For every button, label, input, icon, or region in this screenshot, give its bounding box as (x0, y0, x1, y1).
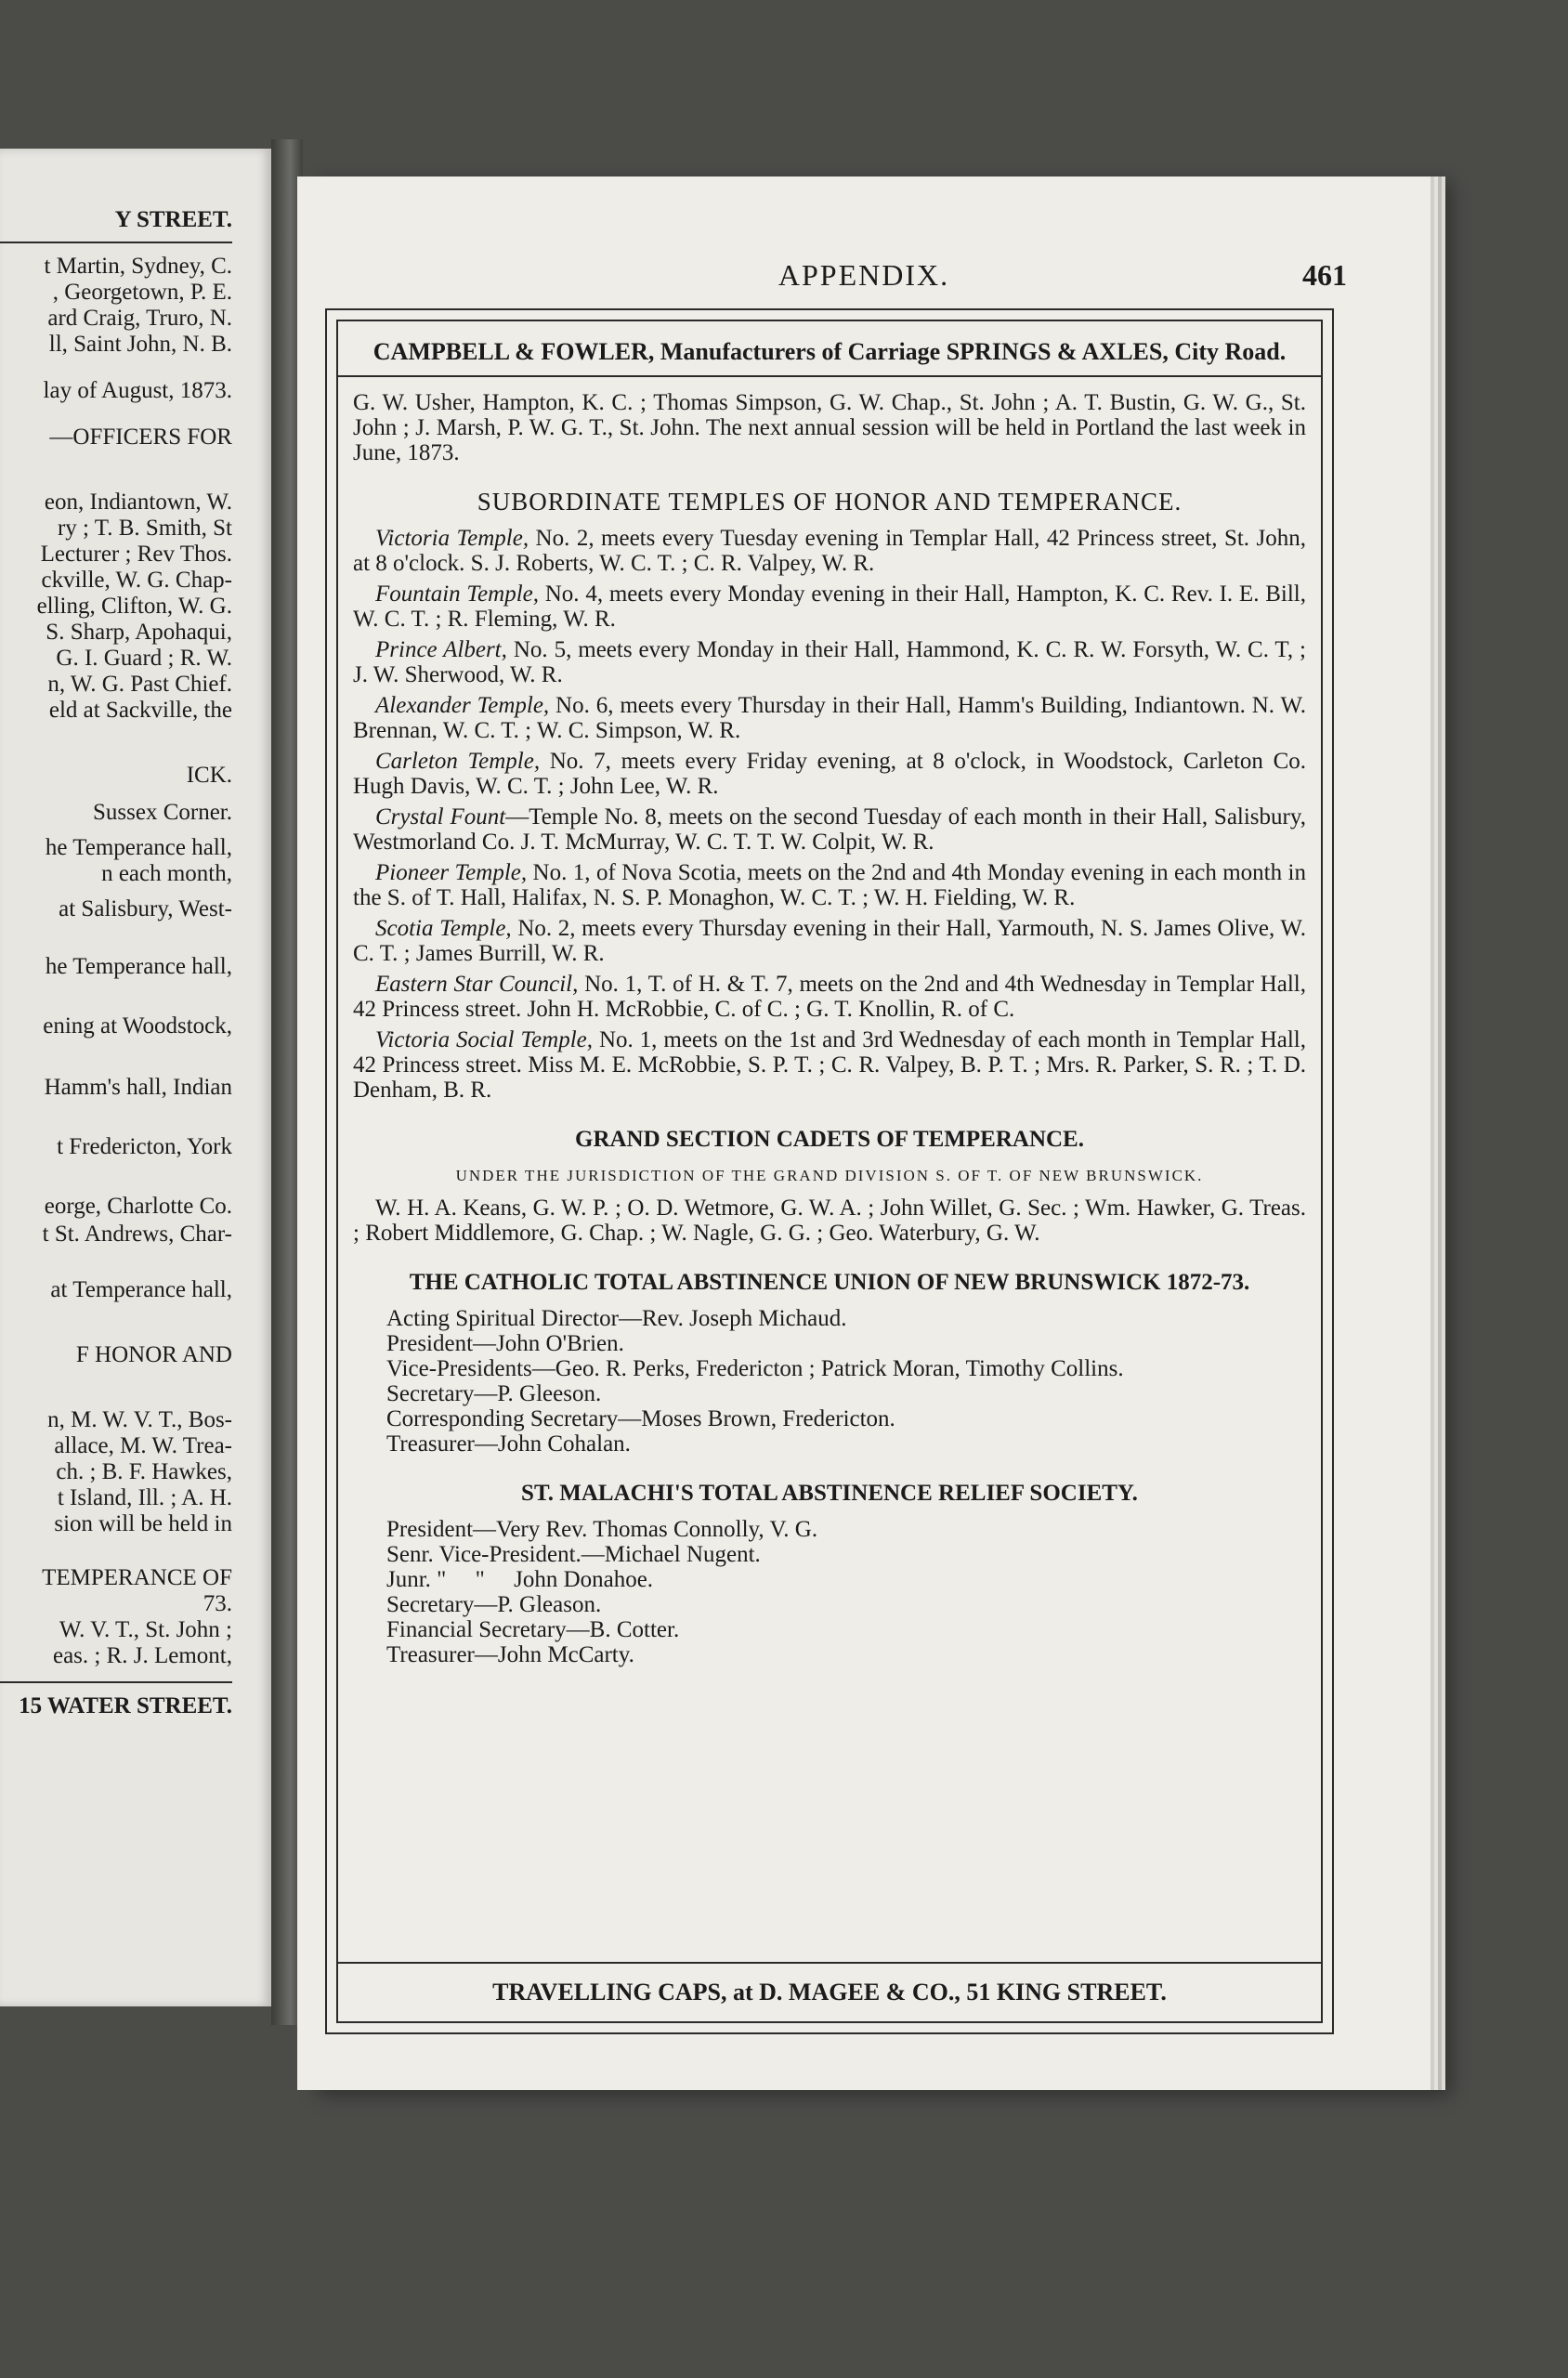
list-item: President—Very Rev. Thomas Connolly, V. G. (386, 1517, 818, 1542)
page-number: 461 (1302, 258, 1347, 292)
cadets-paragraph: W. H. A. Keans, G. W. P. ; O. D. Wetmore, G. W. A. ; John Willet, G. Sec. ; Wm. Hawker, G. Treas. ; Robert Middlemore, G. Chap. ; W. Nagle, G. G. ; Geo. Waterbury, G. W. (353, 1196, 1306, 1246)
left-line: ch. ; B. F. Hawkes, (56, 1459, 232, 1484)
temple-entry (353, 693, 1306, 743)
divider (0, 1681, 232, 1683)
left-line: eorge, Charlotte Co. (44, 1194, 232, 1219)
list-item: Treasurer—John Cohalan. (386, 1431, 631, 1457)
temple-name: Victoria Temple, (375, 526, 529, 551)
temple-entry (353, 581, 1306, 632)
temple-details: No. 1, T. of H. & T. 7, meets on the 2nd and 4th Wednesday in Templar Hall, 42 Princess street. John H. McRobbie, C. of C. ; G. T. Knollin, R. of C. (353, 972, 1307, 1022)
section-heading-temples: SUBORDINATE TEMPLES OF HONOR AND TEMPERANCE. (477, 488, 1183, 516)
temple-entry (353, 860, 1306, 910)
temples-list (353, 526, 1306, 1103)
running-title: APPENDIX. (777, 258, 950, 292)
left-line: ry ; T. B. Smith, St (57, 516, 232, 541)
left-line: G. I. Guard ; R. W. (56, 646, 232, 671)
left-line: ICK. (186, 763, 232, 788)
left-line: ard Craig, Truro, N. (47, 306, 232, 331)
temple-details: No. 2, meets every Tuesday evening in Templar Hall, 42 Princess street, St. John, at 8 o'clock. S. J. Roberts, W. C. T. ; C. R. Valpey, W. R. (353, 526, 1306, 576)
left-line: 15 WATER STREET. (19, 1693, 232, 1718)
list-item: Secretary—P. Gleason. (386, 1592, 602, 1617)
advert-bottom: TRAVELLING CAPS, at D. MAGEE & CO., 51 KING STREET. (338, 1962, 1321, 2021)
left-line: n, W. G. Past Chief. (47, 672, 232, 697)
left-line: eon, Indiantown, W. (44, 490, 232, 515)
page-frame-inner (336, 320, 1323, 2023)
left-line: Y STREET. (114, 207, 232, 232)
left-line: eas. ; R. J. Lemont, (52, 1643, 232, 1668)
left-line: W. V. T., St. John ; (59, 1617, 232, 1642)
left-line: at Salisbury, West- (59, 896, 232, 921)
left-line: t Fredericton, York (57, 1134, 232, 1159)
left-line: ll, Saint John, N. B. (48, 332, 232, 357)
section-heading-malachi: ST. MALACHI'S TOTAL ABSTINENCE RELIEF SOCIETY. (521, 1481, 1138, 1506)
left-line: at Temperance hall, (50, 1277, 232, 1302)
left-line: 73. (203, 1591, 232, 1616)
left-line: eld at Sackville, the (48, 698, 232, 723)
list-item: Treasurer—John McCarty. (386, 1642, 634, 1667)
list-item: Secretary—P. Gleeson. (386, 1381, 602, 1406)
list-item: Vice-Presidents—Geo. R. Perks, Fredericton ; Patrick Moran, Timothy Collins. (386, 1356, 1124, 1381)
left-line: t Martin, Sydney, C. (44, 254, 232, 279)
list-item: Senr. Vice-President.—Michael Nugent. (386, 1542, 761, 1567)
temple-name: Scotia Temple, (375, 916, 512, 941)
left-line: —OFFICERS FOR (49, 425, 232, 450)
temple-name: Crystal Fount (375, 804, 506, 830)
left-line: he Temperance hall, (45, 835, 232, 860)
left-line: sion will be held in (54, 1511, 232, 1536)
advert-top: CAMPBELL & FOWLER, Manufacturers of Carriage SPRINGS & AXLES, City Road. (338, 329, 1321, 377)
section-heading-catholic: THE CATHOLIC TOTAL ABSTINENCE UNION OF NEW BRUNSWICK 1872-73. (409, 1270, 1250, 1295)
left-line: , Georgetown, P. E. (52, 280, 232, 305)
temple-entry (353, 972, 1306, 1022)
left-line: n each month, (101, 861, 232, 886)
temple-details: No. 2, meets every Thursday evening in their Hall, Yarmouth, N. S. James Olive, W. C. T. ; James Burrill, W. R. (353, 916, 1306, 966)
temple-entry (353, 749, 1306, 799)
temple-details: No. 1, meets on the 1st and 3rd Wednesday of each month in Templar Hall, 42 Princess street. Miss M. E. McRobbie, S. P. T. ; C. R. Valpey, B. P. T. ; Mrs. R. Parker, S. R. ; T. D. Denham, B. R. (353, 1027, 1306, 1103)
temple-entry (353, 804, 1306, 855)
temple-details: No. 1, of Nova Scotia, meets on the 2nd and 4th Monday evening in each month in the S. of T. Hall, Halifax, N. S. P. Monaghon, W. C. T. ; W. H. Fielding, W. R. (353, 860, 1306, 910)
left-line: elling, Clifton, W. G. (36, 594, 232, 619)
temple-name: Carleton Temple, (375, 749, 541, 774)
temple-entry (353, 1027, 1306, 1103)
temple-name: Fountain Temple, (375, 581, 539, 607)
list-item: Junr. " " John Donahoe. (386, 1567, 654, 1592)
left-line: ening at Woodstock, (43, 1013, 232, 1039)
left-line: Lecturer ; Rev Thos. (40, 542, 232, 567)
temple-details: No. 5, meets every Monday in their Hall, Hammond, K. C. R. W. Forsyth, W. C. T, ; J. W. Sherwood, W. R. (353, 637, 1306, 687)
left-line: allace, M. W. Trea- (54, 1433, 232, 1458)
left-line: t St. Andrews, Char- (42, 1222, 232, 1247)
temple-entry (353, 526, 1306, 576)
temple-details: No. 7, meets every Friday evening, at 8 o'clock, in Woodstock, Carleton Co. Hugh Davis, W. C. T. ; John Lee, W. R. (353, 749, 1306, 799)
temple-details: No. 4, meets every Monday evening in their Hall, Hampton, K. C. Rev. I. E. Bill, W. C. T. ; R. Fleming, W. R. (353, 581, 1306, 632)
left-line: Sussex Corner. (93, 800, 232, 825)
left-line: Hamm's hall, Indian (44, 1075, 232, 1100)
divider (0, 242, 232, 243)
temple-entry (353, 637, 1306, 687)
section-heading-cadets: GRAND SECTION CADETS OF TEMPERANCE. (575, 1127, 1084, 1152)
intro-paragraph: G. W. Usher, Hampton, K. C. ; Thomas Simpson, G. W. Chap., St. John ; A. T. Bustin, G. W. G., St. John ; J. Marsh, P. W. G. T., St. John. The next annual session will be held in Portland the last week in June, 1873. (353, 390, 1306, 465)
left-line: lay of August, 1873. (43, 378, 232, 403)
list-item: Acting Spiritual Director—Rev. Joseph Michaud. (386, 1306, 847, 1331)
list-item: President—John O'Brien. (386, 1331, 624, 1356)
temple-name: Prince Albert, (375, 637, 507, 662)
left-line: he Temperance hall, (45, 954, 232, 979)
temple-name: Victoria Social Temple, (375, 1027, 593, 1052)
right-page (297, 176, 1431, 2090)
list-item: Corresponding Secretary—Moses Brown, Fredericton. (386, 1406, 895, 1431)
left-line: t Island, Ill. ; A. H. (57, 1485, 232, 1510)
catholic-officers-list (386, 1306, 1306, 1457)
temple-details: —Temple No. 8, meets on the second Tuesday of each month in their Hall, Salisbury, Westmorland Co. J. T. McMurray, W. C. T. T. W. Colpit, W. R. (353, 804, 1306, 855)
temple-entry (353, 916, 1306, 966)
left-line: n, M. W. V. T., Bos- (47, 1407, 232, 1432)
left-line: F HONOR AND (75, 1342, 232, 1367)
temple-name: Alexander Temple, (375, 693, 550, 718)
left-line: ckville, W. G. Chap- (41, 568, 232, 593)
cadets-sub-heading: UNDER THE JURISDICTION OF THE GRAND DIVISION S. OF T. OF NEW BRUNSWICK. (455, 1167, 1204, 1184)
left-page-fragment (0, 149, 271, 2006)
temple-details: No. 6, meets every Thursday in their Hall, Hamm's Building, Indiantown. N. W. Brennan, W. C. T. ; W. C. Simpson, W. R. (353, 693, 1306, 743)
page-frame (325, 308, 1334, 2034)
temple-name: Eastern Star Council, (375, 972, 579, 997)
left-line: TEMPERANCE OF (42, 1565, 232, 1590)
left-line: S. Sharp, Apohaqui, (46, 620, 232, 645)
list-item: Financial Secretary—B. Cotter. (386, 1617, 680, 1642)
page-content (353, 390, 1306, 1667)
temple-name: Pioneer Temple, (375, 860, 528, 885)
running-head (297, 258, 1431, 295)
malachi-officers-list (386, 1517, 1306, 1667)
